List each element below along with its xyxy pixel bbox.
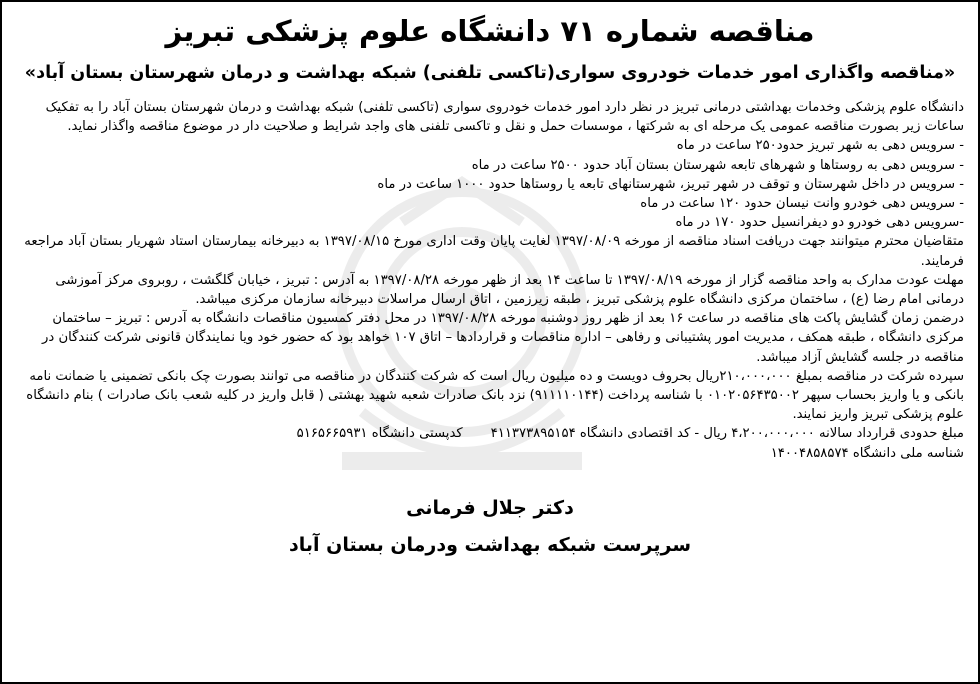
notice-body — [16, 98, 964, 463]
contract-info-line — [16, 424, 964, 443]
service-item: - سرویس دهی به شهر تبریز حدود۲۵۰ ساعت در ماه — [676, 138, 964, 154]
national-id: شناسه ملی دانشگاه ۱۴۰۰۴۸۵۸۵۷۴ — [770, 445, 964, 461]
contract-amount: مبلغ حدودی قرارداد سالانه ۴،۲۰۰،۰۰۰،۰۰۰ ریال - کد اقتصادی دانشگاه ۴۱۱۳۷۳۸۹۵۱۵۴ — [490, 426, 964, 442]
deadline-paragraph: مهلت عودت مدارک به واحد مناقصه گزار از مورخه ۱۳۹۷/۰۸/۱۹ تا ساعت ۱۴ بعد از ظهر مورخه ۱۳۹۷/۰۸/۲۸ به آدرس : تبریز ، خیابان گلگشت ، روبروی مرکز آموزشی درمانی امام رضا (ع) ، ساختمان مرکزی دانشگاه علوم پزشکی تبریز ، طبقه زیرزمین ، اتاق ارسال مراسلات دبیرخانه سازمان مرکزی میباشد. — [55, 272, 964, 308]
intro-paragraph: دانشگاه علوم پزشکی وخدمات بهداشتی درمانی تبریز در نظر دارد امور خدمات خودروی سواری (تاکسی تلفنی) شبکه بهداشت و درمان شهرستان بستان آباد را به تفکیک ساعات زیر بصورت مناقصه عمومی یک مرحله ای به شرکتها ، موسسات حمل و نقل و تاکسی تلفنی های واجد شرایط و صلاحیت دار در موضوع مناقصه واگذار نماید. — [45, 100, 964, 135]
postal-code: کدپستی دانشگاه ۵۱۶۵۶۶۵۹۳۱ — [296, 426, 463, 442]
deposit-paragraph: سپرده شرکت در مناقصه بمبلغ ۲۱۰،۰۰۰،۰۰۰ریال بحروف دویست و ده میلیون ریال است که شرکت کنندگان در مناقصه می توانند بصورت چک بانکی تضمینی یا ضمانت نامه بانکی و یا واریز بحساب سپهر ۰۱۰۲۰۵۶۴۳۵۰۰۲ با شناسه پرداخت (۹۱۱۱۱۰۱۴۴) نزد بانک صادرات شعبه شهید بهشتی ( قابل واریز در کلیه شعب بانک صادرات ) بنام دانشگاه علوم پزشکی تبریز واریز نمایند. — [26, 368, 964, 423]
documents-paragraph: متقاضیان محترم میتوانند جهت دریافت اسناد مناقصه از مورخه ۱۳۹۷/۰۸/۰۹ لغایت پایان وقت اداری مورخ ۱۳۹۷/۰۸/۱۵ به دبیرخانه بیمارستان استاد شهریار بستان آباد مراجعه فرمایند. — [24, 234, 964, 269]
service-item: -سرویس دهی خودرو دو دیفرانسیل حدود ۱۷۰ در ماه — [675, 215, 964, 231]
service-item: - سرویس در داخل شهرستان و توقف در شهر تبریز، شهرستانهای تابعه یا روستاها حدود ۱۰۰۰ ساعت در ماه — [377, 176, 964, 192]
service-item: - سرویس دهی خودرو وانت نیسان حدود ۱۲۰ ساعت در ماه — [640, 196, 964, 212]
page-title: مناقصه شماره ۷۱ دانشگاه علوم پزشکی تبریز — [165, 14, 815, 48]
opening-paragraph: درضمن زمان گشایش پاکت های مناقصه در ساعت ۱۶ بعد از ظهر روز دوشنبه مورخه ۱۳۹۷/۰۸/۲۸ در محل دفتر کمسیون مناقصات دانشگاه به آدرس : تبریز – ساختمان مرکزی دانشگاه ، طبقه همکف ، مدیریت امور پشتیبانی و رفاهی – اداره مناقصات و قراردادها – اتاق ۱۰۷ خواهد بود که حضور خود ویا نمایندگان قانونی شرکت کنندگان در مناقصه در جلسه گشایش آزاد میباشد. — [42, 311, 964, 365]
service-item: - سرویس دهی به روستاها و شهرهای تابعه شهرستان بستان آباد حدود ۲۵۰۰ ساعت در ماه — [471, 157, 964, 173]
signatory-name: دکتر جلال فرمانی — [406, 496, 574, 519]
signatory-position: سرپرست شبکه بهداشت ودرمان بستان آباد — [288, 533, 692, 556]
page-subtitle: «مناقصه واگذاری امور خدمات خودروی سواری(تاکسی تلفنی) شبکه بهداشت و درمان شهرستان بستان آباد» — [24, 63, 956, 83]
